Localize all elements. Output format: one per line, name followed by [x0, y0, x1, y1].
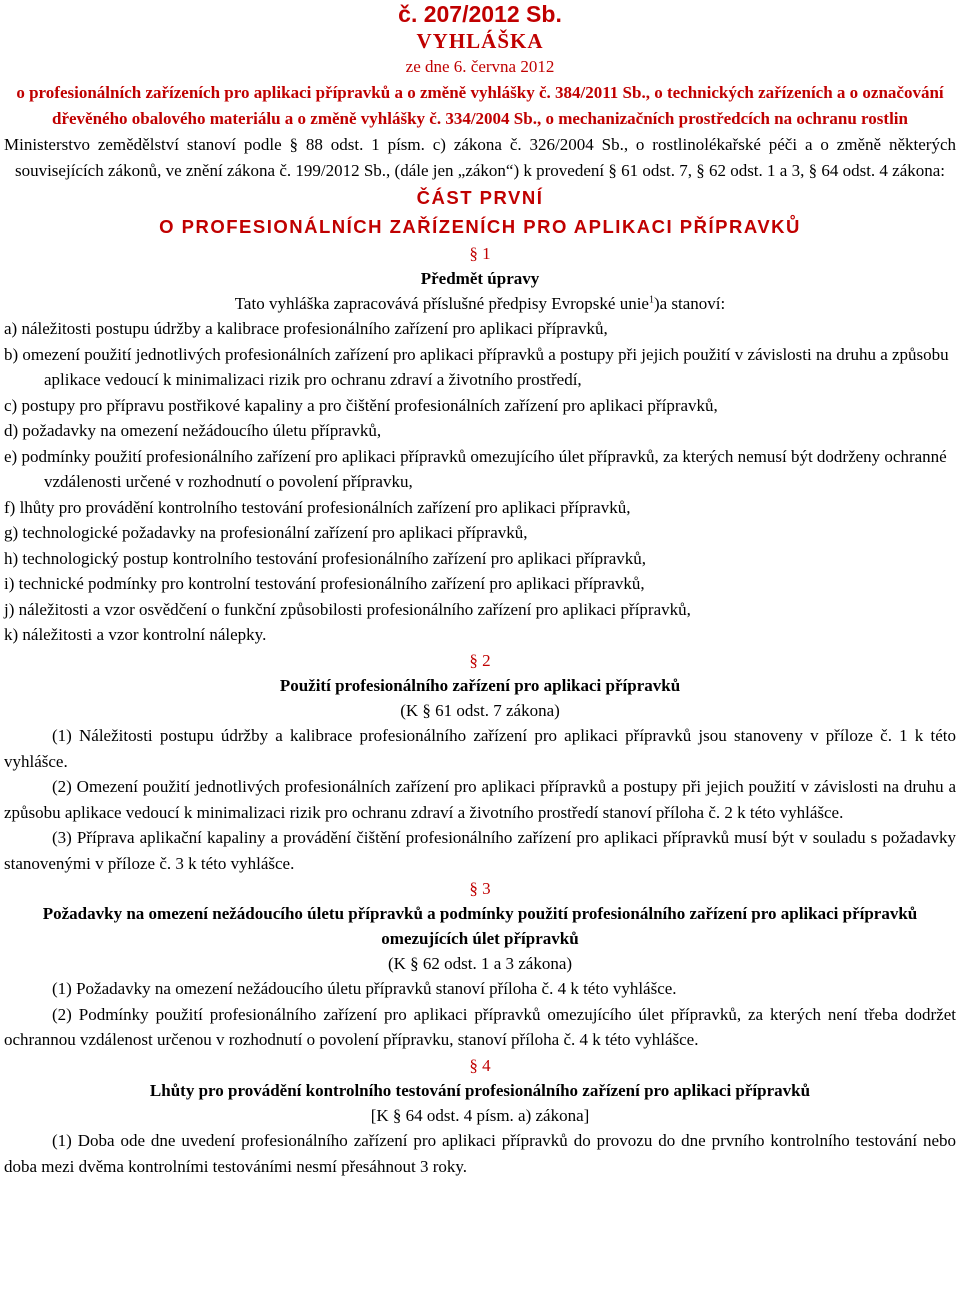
- section-lead-text-end: )a stanoví:: [653, 294, 726, 313]
- part-label: ČÁST PRVNÍ: [416, 187, 544, 208]
- section-lead: [4, 291, 956, 316]
- section-3: [4, 876, 956, 1053]
- section-reference: (K § 61 odst. 7 zákona): [400, 700, 560, 720]
- section-title: Použití profesionálního zařízení pro aplikaci přípravků: [279, 675, 681, 695]
- section-reference: [K § 64 odst. 4 písm. a) zákona]: [370, 1105, 590, 1125]
- section-number: § 2: [469, 650, 491, 670]
- issue-date: ze dne 6. června 2012: [405, 57, 555, 76]
- section-title: Lhůty pro provádění kontrolního testování profesionálního zařízení pro aplikaci přípravků: [149, 1080, 811, 1100]
- paragraph: (1) Požadavky na omezení nežádoucího úletu přípravků stanoví příloha č. 4 k této vyhlášce.: [52, 979, 677, 999]
- paragraph: (2) Omezení použití jednotlivých profesionálních zařízení pro aplikaci přípravků a postupy při jejich použití v závislosti na druhu a způsobu aplikace vedoucí k minimalizaci rizik pro ochranu zdraví a životního prostředí stanoví příloha č. 2 k této vyhlášce.: [4, 777, 956, 822]
- paragraph: (2) Podmínky použití profesionálního zařízení pro aplikaci přípravků omezujícího úlet přípravků, za kterých není třeba dodržet ochrannou vzdálenost určenou v rozhodnutí o povolení přípravku, stanoví příloha č. 4 k této vyhlášce.: [4, 1004, 956, 1050]
- section-number: § 1: [469, 244, 491, 263]
- list-item: i) technické podmínky pro kontrolní testování profesionálního zařízení pro aplikaci přípravků,: [4, 574, 645, 594]
- list-item: h) technologický postup kontrolního testování profesionálního zařízení pro aplikaci přípravků,: [4, 548, 647, 568]
- document-type-title: VYHLÁŠKA: [416, 29, 544, 53]
- list-item: c) postupy pro přípravu postřikové kapaliny a pro čištění profesionálních zařízení pro aplikaci přípravků,: [4, 395, 718, 415]
- section-reference: (K § 62 odst. 1 a 3 zákona): [387, 954, 573, 974]
- footnote-marker: 1: [648, 294, 654, 306]
- paragraph: (3) Příprava aplikační kapaliny a provádění čištění profesionálního zařízení pro aplikaci přípravků musí být v souladu s požadavky stanovenými v příloze č. 3 k této vyhlášce.: [4, 828, 956, 873]
- list-item: a) náležitosti postupu údržby a kalibrace profesionálního zařízení pro aplikaci přípravků,: [4, 319, 608, 339]
- regulation-subject: o profesionálních zařízeních pro aplikaci přípravků a o změně vyhlášky č. 384/2011 Sb., o technických zařízeních a o označování dřevěného obalového materiálu a o změně vyhlášky č. 334/2004 Sb., o mechanizačních prostředcích na ochranu rostlin: [16, 83, 944, 128]
- list-item: g) technologické požadavky na profesionální zařízení pro aplikaci přípravků,: [4, 523, 528, 543]
- section-number: § 3: [469, 879, 491, 899]
- paragraph: (1) Náležitosti postupu údržby a kalibrace profesionálního zařízení pro aplikaci přípravků jsou stanoveny v příloze č. 1 k této vyhlášce.: [4, 726, 956, 771]
- section-4: [4, 1053, 956, 1179]
- section-title: Předmět úpravy: [420, 269, 540, 288]
- paragraph: (1) Doba ode dne uvedení profesionálního zařízení pro aplikaci přípravků do provozu do dne prvního kontrolního testování nebo doba mezi dvěma kontrolními testováními nesmí přesáhnout 3 roky.: [4, 1131, 956, 1176]
- list-item: d) požadavky na omezení nežádoucího úletu přípravků,: [4, 421, 382, 441]
- list-item: e) podmínky použití profesionálního zařízení pro aplikaci přípravků omezujícího úlet přípravků, za kterých nemusí být dodrženy ochranné vzdálenosti určené v rozhodnutí o povolení přípravku,: [4, 446, 947, 492]
- regulation-number: č. 207/2012 Sb.: [398, 1, 562, 27]
- section-1: [4, 241, 956, 648]
- list-item: f) lhůty pro provádění kontrolního testování profesionálních zařízení pro aplikaci přípravků,: [4, 497, 631, 517]
- list-item: j) náležitosti a vzor osvědčení o funkční způsobilosti profesionálního zařízení pro aplikaci přípravků,: [4, 599, 691, 619]
- part-title: O PROFESIONÁLNÍCH ZAŘÍZENÍCH PRO APLIKACI PŘÍPRAVKŮ: [159, 216, 801, 237]
- section-2: [4, 648, 956, 876]
- list-item: b) omezení použití jednotlivých profesionálních zařízení pro aplikaci přípravků a postupy při jejich použití v závislosti na druhu a způsobu aplikace vedoucí k minimalizaci rizik pro ochranu zdraví a životního prostředí,: [4, 344, 949, 390]
- list-item: k) náležitosti a vzor kontrolní nálepky.: [4, 625, 267, 645]
- section-title: Požadavky na omezení nežádoucího úletu přípravků a podmínky použití profesionálního zařízení pro aplikaci přípravků omezujících úlet přípravků: [42, 904, 918, 949]
- section-number: § 4: [469, 1055, 491, 1075]
- preamble: Ministerstvo zemědělství stanoví podle § 88 odst. 1 písm. c) zákona č. 326/2004 Sb., o rostlinolékařské péči a o změně některých souvisejících zákonů, ve znění zákona č. 199/2012 Sb., (dále jen „zákon“) k provedení § 61 odst. 7, § 62 odst. 1 a 3, § 64 odst. 4 zákona:: [4, 135, 956, 180]
- section-lead-text: Tato vyhláška zapracovává příslušné předpisy Evropské unie: [234, 294, 649, 313]
